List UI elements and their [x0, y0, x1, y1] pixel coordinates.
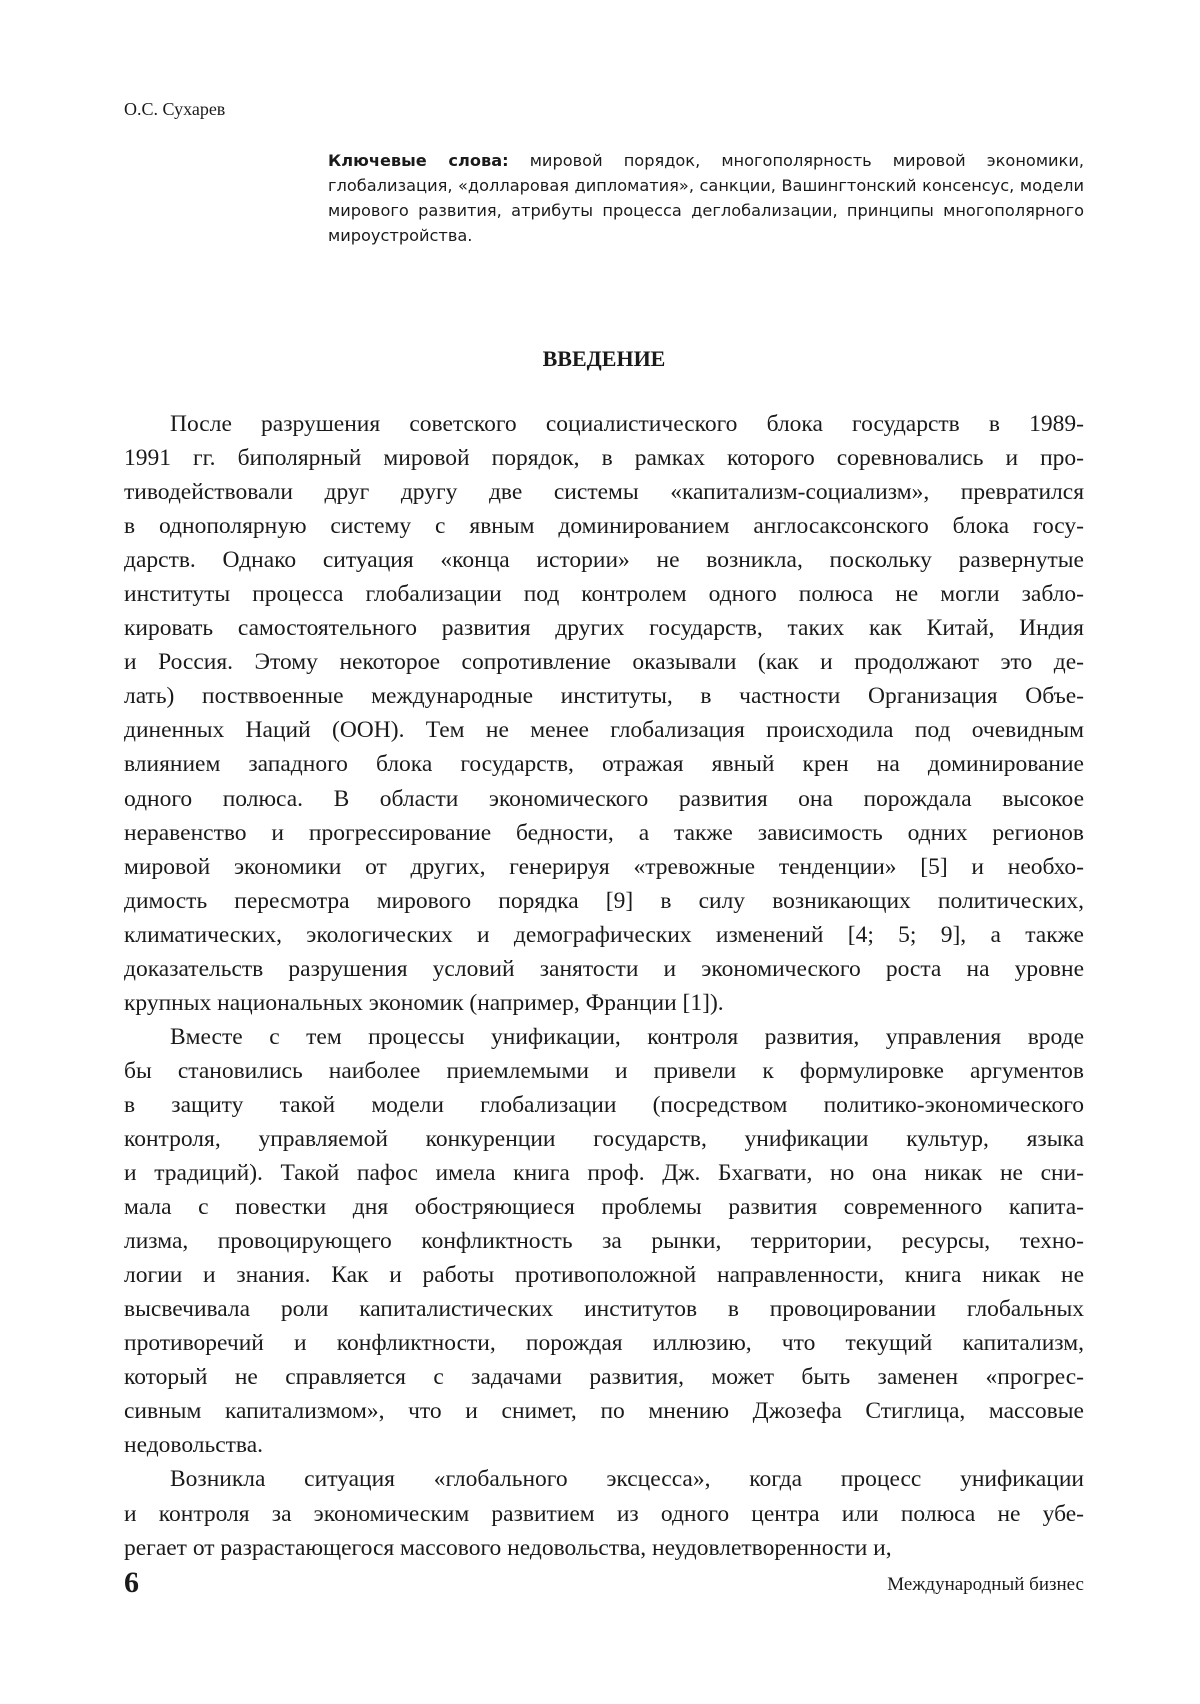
text-line: тиводействовали друг другу две системы «капитализм-социализм», превратился: [124, 479, 1084, 506]
keywords-label: Ключевые слова:: [328, 151, 509, 170]
body-text: [124, 407, 1084, 1565]
text-line: мала с повестки дня обостряющиеся проблемы развития современного капита-: [124, 1194, 1084, 1221]
text-line: неравенство и прогрессирование бедности, а также зависимость одних регионов: [124, 819, 1084, 846]
text-line: в однополярную систему с явным доминированием англосаксонского блока госу-: [124, 513, 1084, 540]
text-line: мировой экономики от других, генерируя «тревожные тенденции» [5] и необхо-: [124, 853, 1084, 880]
text-line: недовольства.: [124, 1432, 264, 1459]
paragraph: [124, 1462, 1084, 1564]
text-line: лать) постввоенные международные институты, в частности Организация Объе-: [124, 683, 1084, 710]
text-line: и традиций). Такой пафос имела книга проф. Дж. Бхагвати, но она никак не сни-: [124, 1160, 1084, 1187]
section-title: ВВЕДЕНИЕ: [542, 346, 666, 371]
text-line: институты процесса глобализации под контролем одного полюса не могли забло-: [124, 581, 1084, 608]
text-line: и Россия. Этому некоторое сопротивление оказывали (как и продолжают это де-: [124, 649, 1084, 676]
keywords-block: [328, 148, 1084, 248]
running-head-author: О.С. Сухарев: [124, 99, 226, 119]
text-line: 1991 гг. биполярный мировой порядок, в рамках которого соревновались и про-: [124, 445, 1084, 472]
text-line: одного полюса. В области экономического развития она порождала высокое: [124, 785, 1084, 812]
text-line: После разрушения советского социалистического блока государств в 1989-: [170, 411, 1084, 437]
text-line: который не справляется с задачами развития, может быть заменен «прогрес-: [124, 1364, 1084, 1391]
text-line: противоречий и конфликтности, порождая иллюзию, что текущий капитализм,: [124, 1330, 1084, 1357]
text-line: контроля, управляемой конкуренции государств, унификации культур, языка: [124, 1125, 1084, 1152]
text-line: сивным капитализмом», что и снимет, по мнению Джозефа Стиглица, массовые: [124, 1398, 1084, 1425]
text-line: бы становились наиболее приемлемыми и привели к формулировке аргументов: [124, 1057, 1084, 1084]
text-line: климатических, экологических и демографических изменений [4; 5; 9], а также: [124, 921, 1084, 948]
text-line: Вместе с тем процессы унификации, контроля развития, управления вроде: [170, 1023, 1084, 1050]
paragraph: [124, 1020, 1084, 1463]
page-number: 6: [124, 1566, 139, 1599]
text-line: в защиту такой модели глобализации (посредством политико-экономического: [124, 1091, 1084, 1118]
text-line: кировать самостоятельного развития других государств, таких как Китай, Индия: [124, 615, 1084, 642]
text-line: высвечивала роли капиталистических институтов в провоцировании глобальных: [124, 1296, 1084, 1323]
text-line: и контроля за экономическим развитием из одного центра или полюса не убе-: [124, 1500, 1084, 1527]
text-line: регает от разрастающегося массового недовольства, неудовлетворенности и,: [124, 1534, 892, 1561]
keywords-text: мировой порядок, многополярность мировой экономики, глобализация, «долларовая дипломатия», санкции, Вашингтонский консенсус, модели мирового развития, атрибуты процесса деглобализации, принципы многополярного мироустройства.: [328, 151, 1084, 245]
text-line: логии и знания. Как и работы противоположной направленности, книга никак не: [124, 1262, 1084, 1289]
text-line: диненных Наций (ООН). Тем не менее глобализация происходила под очевидным: [124, 717, 1084, 744]
paragraph: [124, 407, 1084, 1020]
text-line: влиянием западного блока государств, отражая явный крен на доминирование: [124, 751, 1084, 778]
text-line: доказательств разрушения условий занятости и экономического роста на уровне: [124, 955, 1084, 982]
text-line: крупных национальных экономик (например, Франции [1]).: [124, 989, 724, 1016]
text-line: димость пересмотра мирового порядка [9] в силу возникающих политических,: [124, 887, 1084, 914]
text-line: дарств. Однако ситуация «конца истории» не возникла, поскольку развернутые: [124, 547, 1084, 574]
text-line: Возникла ситуация «глобального эксцесса», когда процесс унификации: [170, 1466, 1084, 1493]
journal-name: Международный бизнес: [887, 1574, 1084, 1595]
text-line: лизма, провоцирующего конфликтность за рынки, территории, ресурсы, техно-: [124, 1228, 1084, 1255]
